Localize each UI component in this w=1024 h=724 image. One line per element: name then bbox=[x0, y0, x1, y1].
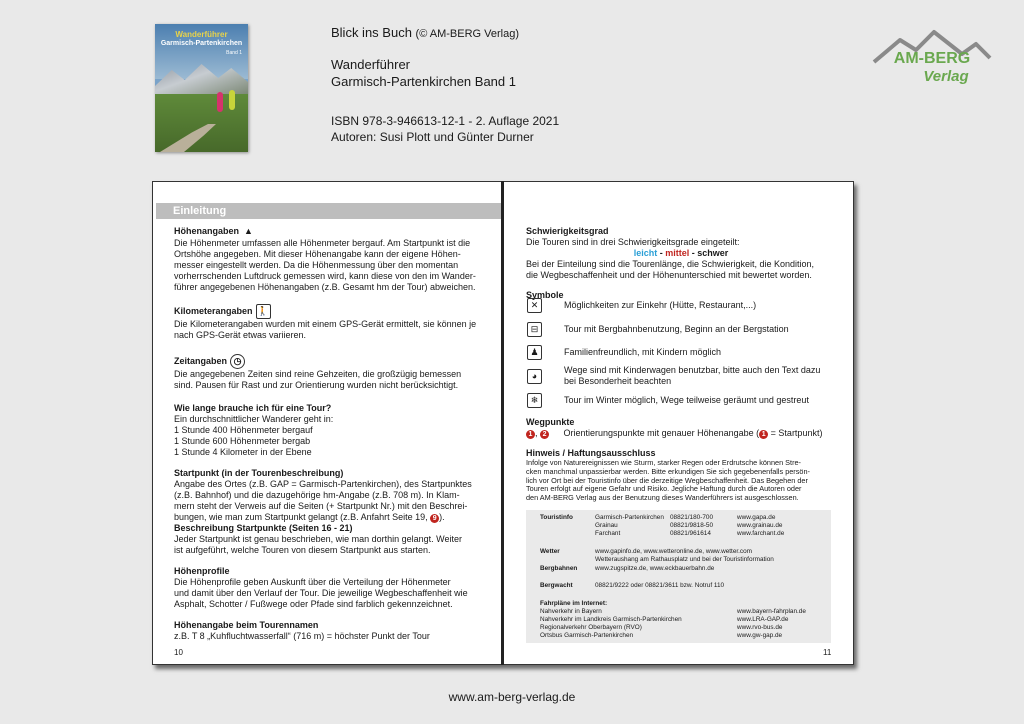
footer-url[interactable]: www.am-berg-verlag.de bbox=[448, 690, 576, 704]
clock-icon: ◷ bbox=[230, 354, 245, 369]
left-page bbox=[174, 225, 484, 642]
info-name: Nahverkehr in Bayern bbox=[540, 608, 602, 615]
text-line: 1 Stunde 600 Höhenmeter bergab bbox=[174, 436, 311, 446]
publisher-logo[interactable] bbox=[872, 28, 992, 92]
text-line: Wege sind mit Kinderwagen benutzbar, bitte auch den Text dazu bbox=[564, 365, 821, 375]
book-cover bbox=[155, 24, 248, 152]
text-line: Jeder Startpunkt ist genau beschrieben, wie man dorthin gelangt. Weiter bbox=[174, 534, 462, 544]
text-line: Touren erfolgt auf eigene Gefahr und Risiko. Jegliche Haftung durch die Autoren oder bbox=[526, 484, 802, 494]
text-line: ist aufgeführt, welche Touren von diesem Startpunkt aus starten. bbox=[174, 545, 431, 555]
book-spine bbox=[501, 181, 504, 665]
cover-band: Band 1 bbox=[226, 50, 242, 56]
info-value: Wetteraushang am Rathausplatz und bei der Touristinformation bbox=[595, 556, 774, 563]
text-line: Die angegebenen Zeiten sind reine Gehzeiten, die großzügig bemessen bbox=[174, 369, 462, 379]
symbol-text: Tour mit Bergbahnbenutzung, Beginn an der Bergstation bbox=[564, 324, 789, 334]
cutlery-icon: ✕ bbox=[527, 298, 542, 313]
symbol-text: Möglichkeiten zur Einkehr (Hütte, Restaurant,...) bbox=[564, 300, 757, 310]
info-label: Fahrpläne im Internet: bbox=[540, 600, 608, 607]
heading-startpunkt: Startpunkt (in der Tourenbeschreibung) bbox=[174, 468, 344, 478]
wegpunkte-line: 1 , 2 Orientierungspunkte mit genauer Höhenangabe ( 1 = Startpunkt) bbox=[526, 428, 836, 439]
text-line: sind. Pausen für Rast und zur Orientierung wurden nicht berücksichtigt. bbox=[174, 380, 459, 390]
text-line: 1 Stunde 400 Höhenmeter bergauf bbox=[174, 425, 313, 435]
symbol-text: Familienfreundlich, mit Kindern möglich bbox=[564, 347, 722, 357]
cover-title: Wanderführer bbox=[175, 30, 228, 39]
level-leicht: leicht bbox=[633, 248, 658, 258]
text-line: 1 Stunde 4 Kilometer in der Ebene bbox=[174, 447, 312, 457]
text-line: Die Höhenprofile geben Auskunft über die Verteilung der Höhenmeter bbox=[174, 577, 451, 587]
isbn: ISBN 978-3-946613-12-1 - 2. Auflage 2021 bbox=[331, 114, 560, 128]
mountain-icon: ▲ bbox=[244, 226, 253, 236]
info-web[interactable]: www.LRA-GAP.de bbox=[737, 616, 789, 623]
section-banner: Einleitung bbox=[156, 203, 501, 219]
preview-title: Blick ins Buch bbox=[331, 25, 412, 40]
book-subtitle: Garmisch-Partenkirchen Band 1 bbox=[331, 74, 516, 89]
page-number-right: 11 bbox=[823, 648, 832, 657]
preview-label bbox=[331, 25, 519, 40]
info-web[interactable]: www.bayern-fahrplan.de bbox=[737, 608, 806, 615]
text-line: Ortshöhe angegeben. Mit dieser Höhenangabe kann der eigene Höhen- bbox=[174, 249, 461, 259]
waypoint-badge: 1 bbox=[526, 430, 535, 439]
info-name: Regionalverkehr Oberbayern (RVO) bbox=[540, 624, 642, 631]
text-line: führer angegebenen Höhenangaben (z.B. Gesamt hm der Tour) abweichen. bbox=[174, 282, 476, 292]
symbol-text bbox=[564, 365, 820, 387]
heading-tourennamen: Höhenangabe beim Tourennamen bbox=[174, 620, 319, 630]
text-line: = Startpunkt) bbox=[768, 428, 823, 438]
text-line: z.B. T 8 „Kuhfluchtwasserfall“ (716 m) = höchster Punkt der Tour bbox=[174, 631, 430, 641]
text-line: und damit über den Verlauf der Tour. Die jeweilige Wegbeschaffenheit wie bbox=[174, 588, 468, 598]
info-name: Farchant bbox=[595, 530, 621, 537]
info-value: www.zugspitze.de, www.eckbauerbahn.de bbox=[595, 565, 715, 572]
difficulty-levels: leicht - mittel - schwer bbox=[633, 248, 729, 258]
text-line: die Wegbeschaffenheit und der Höhenunterschied mit bewertet worden. bbox=[526, 270, 812, 280]
heading-symbole: Symbole bbox=[526, 290, 564, 300]
info-name: Ortsbus Garmisch-Partenkirchen bbox=[540, 632, 634, 639]
hiker-icon: 🚶 bbox=[256, 304, 271, 319]
info-phone: 08821/961614 bbox=[670, 530, 711, 537]
authors: Autoren: Susi Plott und Günter Durner bbox=[331, 130, 534, 144]
text-line: Die Touren sind in drei Schwierigkeitsgrade eingeteilt: bbox=[526, 237, 740, 247]
text-line: lich vor Ort bei der Touristinfo über die derzeitige Wegbeschaffenheit. Das Begehen der bbox=[526, 475, 808, 485]
text-line: Orientierungspunkte mit genauer Höhenangabe ( bbox=[563, 428, 760, 438]
waypoint-badge: 1 bbox=[759, 430, 768, 439]
info-label: Wetter bbox=[540, 548, 560, 555]
text-line: bungen, wie man zum Startpunkt gelangt (z.B. Anfahrt Seite 19, 9 ). bbox=[174, 512, 445, 522]
heading-schwierigkeit: Schwierigkeitsgrad bbox=[526, 226, 609, 236]
cable-car-icon: ⊟ bbox=[527, 322, 542, 337]
text-line: Bei der Einteilung sind die Tourenlänge, die Schwierigkeit, die Kondition, bbox=[526, 259, 815, 269]
startpoint-number-badge: 9 bbox=[430, 514, 439, 523]
cover-subtitle: Garmisch-Partenkirchen bbox=[160, 40, 243, 47]
heading-hoehenangaben: Höhenangaben ▲ bbox=[174, 225, 484, 238]
waypoint-badge: 2 bbox=[540, 430, 549, 439]
info-phone: 08821/180-700 bbox=[670, 514, 713, 521]
info-label: Touristinfo bbox=[540, 514, 573, 521]
text-line: Die Höhenmeter umfassen alle Höhenmeter bergauf. Am Startpunkt ist die bbox=[174, 238, 471, 248]
level-mittel: mittel bbox=[665, 248, 690, 258]
logo-text: AM-BERG bbox=[893, 50, 971, 67]
info-value: 08821/9222 oder 08821/3611 bzw. Notruf 110 bbox=[595, 582, 725, 589]
book-title: Wanderführer bbox=[331, 57, 410, 72]
wegpunkte-section bbox=[526, 417, 836, 503]
heading-zeitangaben: Zeitangaben ◷ bbox=[174, 354, 484, 369]
text-line: Ein durchschnittlicher Wanderer geht in: bbox=[174, 414, 334, 424]
heading-beschreibung: Beschreibung Startpunkte (Seiten 16 - 21) bbox=[174, 523, 353, 533]
stroller-icon: ◕ bbox=[527, 369, 542, 384]
family-icon: ♟ bbox=[527, 345, 542, 360]
text-line: den AM-BERG Verlag aus der Benutzung dieses Wanderführers ist ausgeschlossen. bbox=[526, 493, 799, 503]
text-line: mern steht der Verweis auf die Seiten (+ Startpunkt Nr.) mit den Beschrei- bbox=[174, 501, 468, 511]
text-line: (z.B. Bahnhof) und die dazugehörige hm-Angabe (z.B. 708 m). In Klam- bbox=[174, 490, 460, 500]
heading-tourdauer: Wie lange brauche ich für eine Tour? bbox=[174, 403, 332, 413]
info-name: Garmisch-Partenkirchen bbox=[595, 514, 664, 521]
text-line: vorherrschenden Luftdruck gemessen wird, kann diese von den im Wander- bbox=[174, 271, 476, 281]
page-number-left: 10 bbox=[174, 648, 183, 657]
info-label: Bergbahnen bbox=[540, 565, 578, 572]
text-line: bei Besonderheit beachten bbox=[564, 376, 672, 386]
text-line: Infolge von Naturereignissen wie Sturm, starker Regen oder Erdrutsche können Stre- bbox=[526, 458, 801, 467]
info-value: www.gapinfo.de, www.wetteronline.de, www.wetter.com bbox=[595, 548, 752, 555]
info-web[interactable]: www.rvo-bus.de bbox=[737, 624, 783, 631]
info-web[interactable]: www.gw-gap.de bbox=[737, 632, 783, 639]
text-line: Die Kilometerangaben wurden mit einem GPS-Gerät ermittelt, sie können je bbox=[174, 319, 477, 329]
logo-subtext: Verlag bbox=[923, 68, 969, 85]
heading-hinweis: Hinweis / Haftungsausschluss bbox=[526, 448, 656, 458]
text-line: messer eingestellt werden. Da die Höhenmessung über den momentan bbox=[174, 260, 459, 270]
copyright-note: (© AM-BERG Verlag) bbox=[415, 28, 520, 40]
right-page bbox=[526, 226, 836, 301]
symbol-text: Tour im Winter möglich, Wege teilweise geräumt und gestreut bbox=[564, 395, 809, 405]
info-box bbox=[526, 510, 831, 643]
info-web[interactable]: www.grainau.de bbox=[737, 522, 783, 529]
text-line: Angabe des Ortes (z.B. GAP = Garmisch-Partenkirchen), des Startpunktes bbox=[174, 479, 472, 489]
level-schwer: schwer bbox=[697, 248, 729, 258]
info-name: Nahverkehr im Landkreis Garmisch-Partenkirchen bbox=[540, 616, 682, 623]
snowflake-icon: ❄ bbox=[527, 393, 542, 408]
info-name: Grainau bbox=[595, 522, 618, 529]
info-web[interactable]: www.gapa.de bbox=[737, 514, 776, 521]
heading-hoehenprofile: Höhenprofile bbox=[174, 566, 230, 576]
info-phone: 08821/9818-50 bbox=[670, 522, 713, 529]
heading-wegpunkte: Wegpunkte bbox=[526, 417, 575, 427]
info-web[interactable]: www.farchant.de bbox=[737, 530, 785, 537]
text-line: Asphalt, Schotter / Fußwege oder Pfade sind farblich gekennzeichnet. bbox=[174, 599, 453, 609]
text-line: nach GPS-Gerät etwas variieren. bbox=[174, 330, 307, 340]
heading-kilometer: Kilometerangaben 🚶 bbox=[174, 304, 484, 319]
text-line: cken manchmal unpassierbar werden. Bitte erkundigen Sie sich gegebenenfalls persön- bbox=[526, 466, 810, 476]
info-label: Bergwacht bbox=[540, 582, 573, 589]
